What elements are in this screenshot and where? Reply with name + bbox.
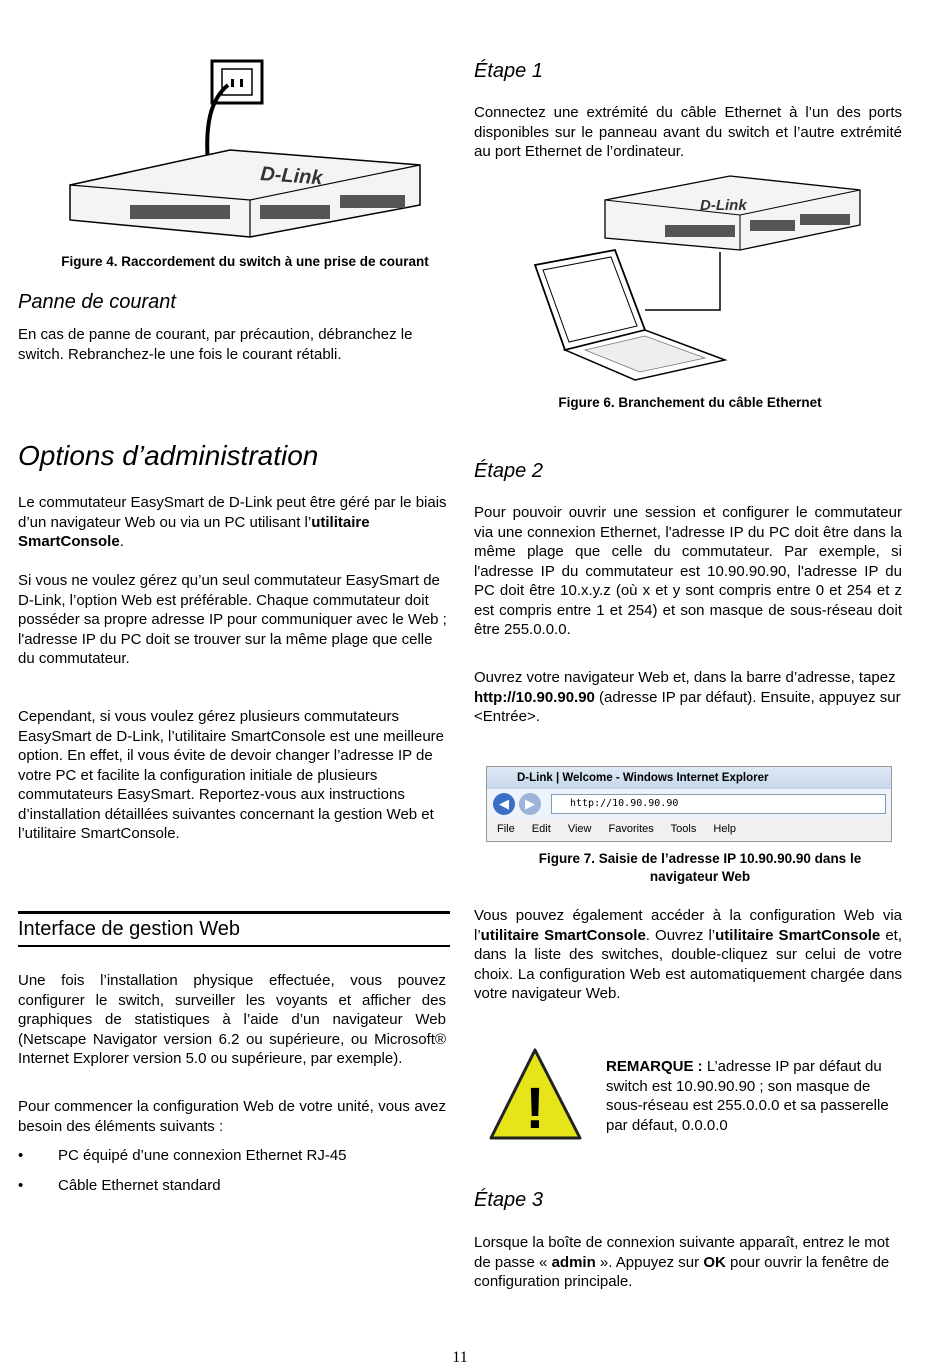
admin-options-p1-end: . xyxy=(119,533,124,550)
admin-options-p1-text: Le commutateur EasySmart de D-Link peut être géré par le biais d’un navigateur Web ou via un PC utilisant l’ xyxy=(18,494,447,531)
smartconsole-term: utilitaire SmartConsole xyxy=(18,513,370,550)
password-term: admin xyxy=(551,1253,596,1271)
page-number: 11 xyxy=(452,1349,468,1366)
menu-tools[interactable]: Tools xyxy=(670,823,697,835)
smartconsole-text-a: Vous pouvez également accéder à la configuration Web via l’ xyxy=(474,907,902,944)
brand-logo-fig6: D-Link xyxy=(700,197,747,214)
remark-text: L’adresse IP par défaut du switch est 10.90.90.90 ; son masque de sous-réseau est 255.0.0.0 et sa passerelle par défaut, 0.0.0.0 xyxy=(606,1058,889,1134)
ok-term: OK xyxy=(703,1253,726,1271)
smartconsole-text-c: . Ouvrez l’ xyxy=(645,926,716,944)
figure-7-caption-line-2: navigateur Web xyxy=(649,869,751,884)
default-url: http://10.90.90.90 xyxy=(474,688,595,706)
step-2-paragraph-2 xyxy=(474,668,909,727)
warning-icon xyxy=(488,1046,583,1142)
switch-power-illustration xyxy=(60,55,450,250)
menu-file[interactable]: File xyxy=(497,823,515,835)
remark-note xyxy=(606,1057,901,1135)
smartconsole-text-e: et, dans la liste des switches, double-cliquez sur celui de votre choix. La configuration Web est automatiquement chargée dans votre navigateur Web. xyxy=(474,926,903,1002)
list-item-label: PC équipé d’une connexion Ethernet RJ-45 xyxy=(58,1147,347,1164)
admin-options-paragraph-2: Si vous ne voulez gérez qu’un seul commutateur EasySmart de D-Link, l’option Web est préférable. Chaque commutateur doit posséder sa propre adresse IP pour communiquer avec le Web ; l'adresse IP du PC doit se trouver sur la même plage que celle du commutateur. xyxy=(18,572,447,667)
step-1-heading: Étape 1 xyxy=(474,60,543,82)
smartconsole-paragraph xyxy=(474,906,902,1004)
power-failure-text: En cas de panne de courant, par précaution, débranchez le switch. Rebranchez-le une fois le courant rétabli. xyxy=(18,326,413,363)
step-2-paragraph-1: Pour pouvoir ouvrir une session et configurer le commutateur via une connexion Ethernet, l'adresse IP du PC doit être dans la même plage que celle du commutateur. Par exemple, si l'adresse IP du commutateur est 10.90.90.90, l'adresse IP du PC doit être 10.x.y.z (où x et y sont compris entre 0 et 254 et z est compris entre 1 et 254) et son masque de sous-réseau doit être 255.0.0.0. xyxy=(474,504,902,638)
admin-options-paragraph-3: Cependant, si vous voulez gérez plusieurs commutateurs EasySmart de D-Link, l’utilitaire SmartConsole est une meilleure option. En effet, il vous évite de devoir changer l’adresse IP de votre PC et facilite la configuration initiale de plusieurs commutateurs EasySmart. Reportez-vous aux instructions d’installation détaillées suivantes concernant la gestion Web et l’utilitaire SmartConsole. xyxy=(18,708,445,842)
brand-logo-fig4: D-Link xyxy=(259,163,324,190)
list-item xyxy=(18,1176,221,1195)
figure-7-caption xyxy=(500,850,900,886)
step-3-text-e: pour ouvrir la fenêtre de configuration principale. xyxy=(474,1253,890,1290)
step-2-heading: Étape 2 xyxy=(474,460,543,482)
menu-help[interactable]: Help xyxy=(713,823,737,835)
figure-7-caption-line-1: Figure 7. Saisie de l’adresse IP 10.90.90.90 dans le xyxy=(538,851,862,866)
figure-4-caption: Figure 4. Raccordement du switch à une prise de courant xyxy=(61,254,429,269)
step-3-heading: Étape 3 xyxy=(474,1189,543,1211)
step-2-p2-end: (adresse IP par défaut). Ensuite, appuyez sur <Entrée>. xyxy=(474,688,901,725)
forward-arrow-icon[interactable]: ▶ xyxy=(519,793,541,815)
step-3-text-a: Lorsque la boîte de connexion suivante apparaît, entrez le mot de passe « xyxy=(474,1234,890,1271)
warning-exclamation-glyph: ! xyxy=(525,1076,545,1141)
admin-options-paragraph-1 xyxy=(18,493,450,552)
ethernet-connection-illustration xyxy=(525,170,870,385)
browser-title-bar: D-Link | Welcome - Windows Internet Explorer xyxy=(487,767,891,789)
back-arrow-icon[interactable]: ◀ xyxy=(493,793,515,815)
web-interface-paragraph-2: Pour commencer la configuration Web de votre unité, vous avez besoin des éléments suivants : xyxy=(18,1098,446,1135)
address-input[interactable]: http://10.90.90.90 xyxy=(551,794,886,814)
web-interface-paragraph-1: Une fois l’installation physique effectuée, vous pouvez configurer le switch, surveiller les voyants et afficher des graphiques de statistiques à l’aide d’un navigateur Web (Netscape Navigator version 6.2 ou supérieure, ou Microsoft® Internet Explorer version 5.0 ou supérieure, par exemple). xyxy=(18,972,446,1067)
section-rule-bottom xyxy=(18,945,450,947)
bullet-glyph: • xyxy=(18,1147,24,1164)
step-1-text: Connectez une extrémité du câble Ethernet à l’un des ports disponibles sur le panneau avant du switch et l’autre extrémité au port Ethernet de l’ordinateur. xyxy=(474,104,902,160)
browser-address-bar-row xyxy=(487,789,891,819)
bullet-glyph: • xyxy=(18,1177,24,1194)
step-2-p2-text: Ouvrez votre navigateur Web et, dans la barre d’adresse, tapez xyxy=(474,669,896,686)
web-interface-heading: Interface de gestion Web xyxy=(18,918,240,940)
step-3-text xyxy=(474,1233,906,1292)
menu-edit[interactable]: Edit xyxy=(531,823,551,835)
list-item xyxy=(18,1146,347,1165)
remark-label: REMARQUE : xyxy=(606,1058,703,1075)
step-3-text-c: ». Appuyez sur xyxy=(595,1253,704,1271)
menu-view[interactable]: View xyxy=(567,823,592,835)
section-rule-top xyxy=(18,911,450,914)
figure-6-caption: Figure 6. Branchement du câble Ethernet xyxy=(558,395,822,410)
smartconsole-term: utilitaire SmartConsole xyxy=(715,926,881,944)
menu-favorites[interactable]: Favorites xyxy=(608,823,654,835)
power-failure-heading: Panne de courant xyxy=(18,291,176,313)
browser-menu-bar xyxy=(487,819,891,839)
browser-window-screenshot xyxy=(486,766,892,842)
admin-options-heading: Options d’administration xyxy=(18,440,319,471)
smartconsole-term: utilitaire SmartConsole xyxy=(480,926,646,944)
list-item-label: Câble Ethernet standard xyxy=(58,1177,221,1194)
